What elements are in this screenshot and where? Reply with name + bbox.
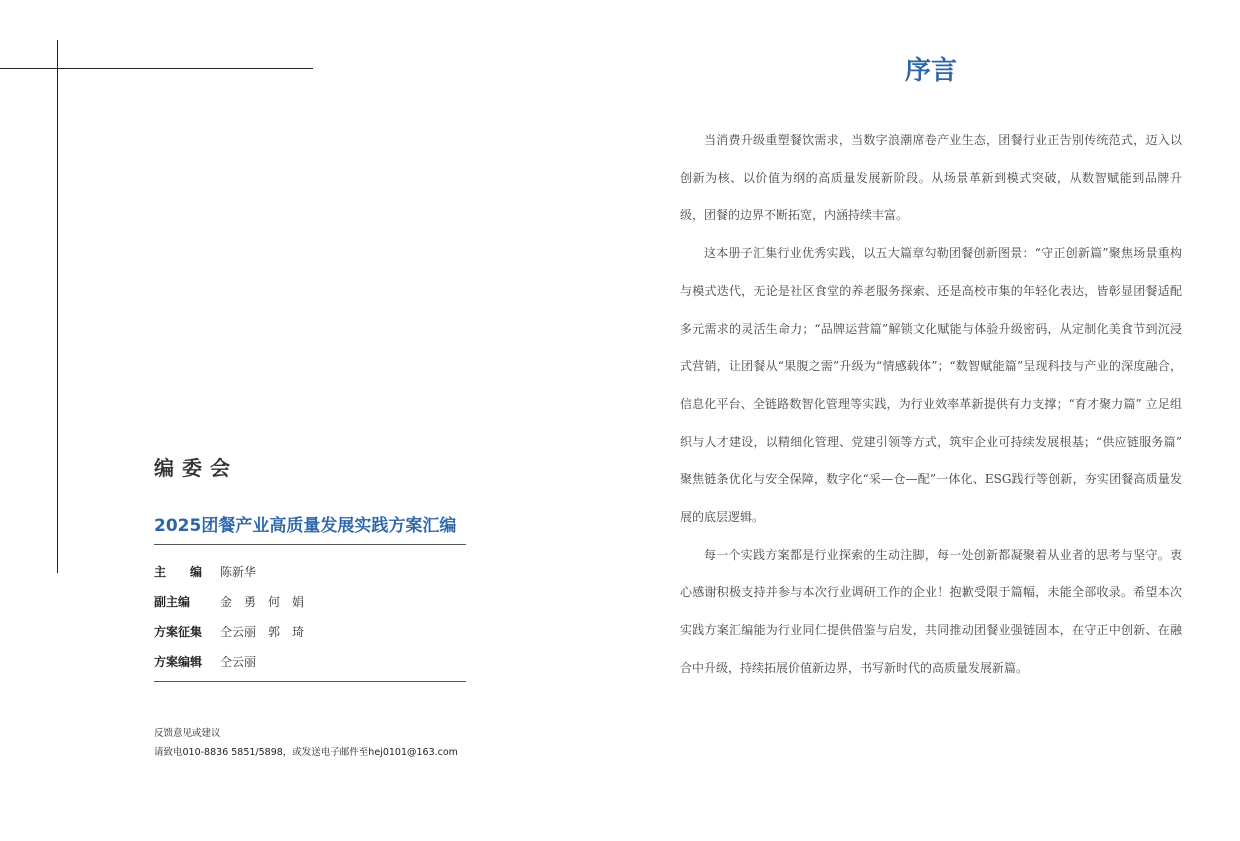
- feedback-title: 反馈意见或建议: [154, 728, 221, 739]
- feedback-note: [154, 724, 458, 762]
- book-title: 2025团餐产业高质量发展实践方案汇编: [154, 511, 466, 545]
- preface-paragraph: 这本册子汇集行业优秀实践，以五大篇章勾勒团餐创新图景：“守正创新篇”聚焦场景重构与模式迭代，无论是社区食堂的养老服务探索、还是高校市集的年轻化表达，皆彰显团餐适配多元需求的灵活生命力；“品牌运营篇”解锁文化赋能与体验升级密码，从定制化美食节到沉浸式营销，让团餐从“果腹之需”升级为“情感载体”；“数智赋能篇”呈现科技与产业的深度融合，信息化平台、全链路数智化管理等实践，为行业效率革新提供有力支撑；“育才聚力篇” 立足组织与人才建设，以精细化管理、党建引领等方式，筑牢企业可持续发展根基；“供应链服务篇” 聚焦链条优化与安全保障，数字化“采—仓—配”一体化、ESG践行等创新，夯实团餐高质量发展的底层逻辑。: [680, 246, 1182, 525]
- role-names: 仝云丽: [220, 654, 257, 669]
- role-names: 陈新华: [220, 564, 257, 579]
- role-names: 仝云丽 郭 琦: [220, 624, 305, 639]
- feedback-contact: 请致电010-8836 5851/5898，或发送电子邮件至hej0101@163.com: [154, 747, 458, 758]
- preface-paragraph: 当消费升级重塑餐饮需求，当数字浪潮席卷产业生态，团餐行业正告别传统范式，迈入以创新为核、以价值为纲的高质量发展新阶段。从场景革新到模式突破，从数智赋能到品牌升级，团餐的边界不断拓宽，内涵持续丰富。: [680, 133, 1182, 223]
- role-label: 副主编: [154, 594, 191, 609]
- crop-mark-vertical: [57, 40, 58, 573]
- role-row-chief-editor: [154, 557, 466, 585]
- roles-list: [154, 557, 466, 675]
- role-names: 金 勇 何 娟: [220, 594, 305, 609]
- role-label: 主 编: [154, 564, 203, 579]
- committee-title: 编委会: [154, 456, 238, 480]
- role-row-deputy-editor: [154, 587, 466, 615]
- role-label: 方案编辑: [154, 654, 203, 669]
- role-row-collection: [154, 617, 466, 645]
- crop-mark-horizontal: [0, 68, 313, 69]
- role-label: 方案征集: [154, 624, 203, 639]
- role-row-editing: [154, 647, 466, 675]
- preface-title: 序言: [904, 56, 957, 86]
- editorial-committee: [154, 452, 466, 682]
- preface-body: [680, 122, 1182, 688]
- divider: [154, 681, 466, 682]
- preface-paragraph: 每一个实践方案都是行业探索的生动注脚，每一处创新都凝聚着从业者的思考与坚守。衷心感谢积极支持并参与本次行业调研工作的企业！抱歉受限于篇幅，未能全部收录。希望本次实践方案汇编能为行业同仁提供借鉴与启发，共同推动团餐业强链固本，在守正中创新、在融合中升级，持续拓展价值新边界，书写新时代的高质量发展新篇。: [680, 547, 1182, 675]
